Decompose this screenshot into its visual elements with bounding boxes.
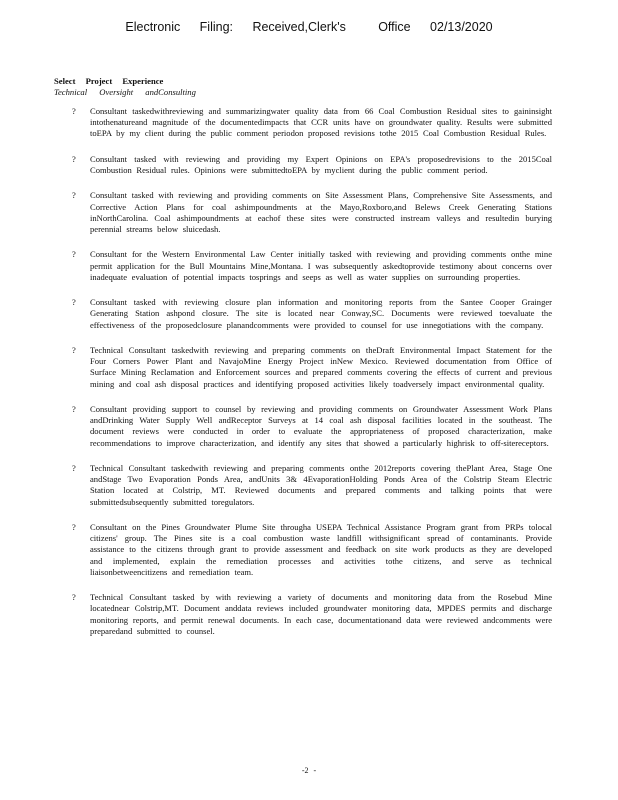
list-item-text: Consultant tasked with reviewing and providing comments on Site Assessment Plans, Comprehensive Site Assessments, and Corrective Action Plans for coal ashimpoundments at the Mayo,Roxboro,and Belews Creek Generating Stations inNorthCarolina. Coal ashimpoundments at eachof these sites were constructed instream valleys and resultedin burying perennial streams below sluicedash. <box>90 190 552 234</box>
list-item <box>70 522 552 578</box>
list-item <box>70 190 552 235</box>
list-item-text: Consultant for the Western Environmental Law Center initially tasked with reviewing and providing comments onthe mine permit application for the Bull Mountains Mine,Montana. I was subsequently askedtoprovide testimony about concerns over inadequate evaluation of potential impacts tosprings and seeps as well as water supplies on surrounding properties. <box>90 249 552 282</box>
list-item-text: Consultant tasked with reviewing and providing my Expert Opinions on EPA's proposedrevisions to the 2015Coal Combustion Residual rules. Opinions were submittedtoEPA by myclient during the public comment period. <box>90 153 552 175</box>
list-item <box>70 404 552 449</box>
list-item-text: Consultant taskedwithreviewing and summarizingwater quality data from 66 Coal Combustion Residual sites to gaininsight intothenatureand magnitude of the documentedimpacts that CCR units have on groundwater quality. Results were submitted toEPA by my client during the public comment periodon proposed revisions tothe 2015 Coal Combustion Residual Rules. <box>90 106 552 139</box>
experience-list <box>70 106 552 651</box>
list-item-text: Consultant tasked with reviewing closure plan information and monitoring reports from the Santee Cooper Grainger Generating Station ashpond closure. The site is located near Conway,SC. Documents were reviewed toevaluate the effectiveness of the proposedclosure planandcomments were provided to counsel for use innegotiations with the company. <box>90 297 552 330</box>
list-item-text: Technical Consultant taskedwith reviewing and preparing comments onthe 2012reports covering thePlant Area, Stage One andStage Two Evaporation Ponds Area, andUnits 3& 4EvaporationHolding Ponds Area of the Colstrip Steam Electric Station located at Colstrip, MT. Reviewed documents and prepared comments and talking points that were submittedsubsequently submitted toregulators. <box>90 462 552 507</box>
list-item <box>70 154 552 176</box>
bullet-marker: ? <box>72 249 76 260</box>
bullet-marker: ? <box>72 153 76 164</box>
list-item <box>70 297 552 331</box>
list-item-text: Technical Consultant taskedwith reviewing and preparing comments on theDraft Environmental Impact Statement for the Four Corners Power Plant and NavajoMine Energy Project inNew Mexico. Reviewed documentation from Office of Surface Mining Reclamation and Enforcement sources and prepared comments covering the effects of current and previous mining and coal ash disposal practices and identifying proposed activities likely toadversely impact environmental quality. <box>90 344 552 389</box>
list-item-text: Technical Consultant tasked by with reviewing a variety of documents and monitoring data from the Rosebud Mine locatednear Colstrip,MT. Document anddata reviews included groundwater monitoring data, MPDES permits and discharge monitoring reports, and permit renewal documents. In each case, documentationand data were reviewed andcomments were preparedand submitted to counsel. <box>90 592 552 636</box>
section-subtitle: Technical Oversight andConsulting <box>54 87 196 97</box>
bullet-marker: ? <box>72 521 76 532</box>
page-number: -2 - <box>301 766 317 775</box>
bullet-marker: ? <box>72 190 76 201</box>
bullet-marker: ? <box>72 344 76 355</box>
section-title: Select Project Experience <box>54 76 164 86</box>
list-item-text: Consultant providing support to counsel by reviewing and providing comments on Groundwater Assessment Work Plans andDrinking Water Supply Well andReceptor Surveys at 14 coal ash disposal facilities located in the southeast. The document reviews were conducted in order to evaluate the appropriateness of proposed characterization, make recommendations to improve characterization, and identify any sites that showed a particularly highrisk to off-sitereceptors. <box>90 403 552 448</box>
list-item <box>70 106 552 140</box>
bullet-marker: ? <box>72 106 76 116</box>
list-item-text: Consultant on the Pines Groundwater Plume Site througha USEPA Technical Assistance Program grant from PRPs tolocal citizens' group. The Pines site is a coal combustion waste landfill withsignificant spread of contaminants. Provide assistance to the citizens through grant to provide assessment and feedback on site work products as they are developed and implemented, explain the remediation processes and activities tothe citizens, and serve as technical liaisonbetweencitizens and remediation team. <box>90 521 552 577</box>
list-item <box>70 249 552 283</box>
list-item <box>70 592 552 637</box>
list-item <box>70 463 552 508</box>
bullet-marker: ? <box>72 592 76 603</box>
bullet-marker: ? <box>72 403 76 414</box>
filing-header: Electronic Filing: Received,Clerk's Office 02/13/2020 <box>125 20 493 34</box>
bullet-marker: ? <box>72 297 76 308</box>
bullet-marker: ? <box>72 462 76 473</box>
list-item <box>70 345 552 390</box>
